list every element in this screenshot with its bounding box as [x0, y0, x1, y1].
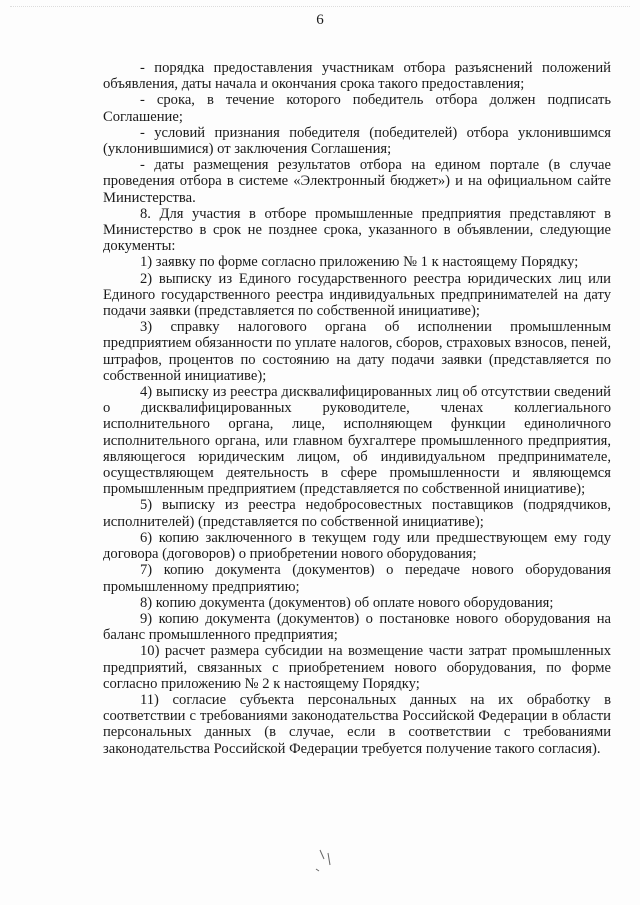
paragraph: - условий признания победителя (победителей) отбора уклонившимся (уклонившимися) от заключения Соглашения; — [103, 124, 611, 158]
paragraph: 8. Для участия в отборе промышленные предприятия представляют в Министерство в срок не позднее срока, указанного в объявлении, следующие документы: — [103, 205, 611, 255]
list-item: 1) заявку по форме согласно приложению № 1 к настоящему Порядку; — [140, 254, 579, 271]
list-item: 2) выписку из Единого государственного реестра юридических лиц или Единого государственного реестра индивидуальных предпринимателей на дату подачи заявки (представляется по собственной инициативе); — [103, 270, 611, 320]
paragraph: - порядка предоставления участникам отбора разъяснений положений объявления, даты начала и окончания срока такого предоставления; — [103, 60, 611, 93]
scan-artifact-line — [10, 6, 630, 11]
list-item: 6) копию заключенного в текущем году или предшествующем ему году договора (договоров) о приобретении нового оборудования; — [103, 529, 611, 563]
list-item: 9) копию документа (документов) о постановке нового оборудования на баланс промышленного предприятия; — [103, 610, 611, 644]
paragraph: - даты размещения результатов отбора на едином портале (в случае проведения отбора в системе «Электронный бюджет») и на официальном сайте Министерства. — [103, 157, 611, 206]
list-item: 10) расчет размера субсидии на возмещение части затрат промышленных предприятий, связанных с приобретением нового оборудования, по форме согласно приложению № 2 к настоящему Порядку; — [103, 643, 611, 692]
scan-mark-icon — [310, 845, 350, 875]
list-item: 8) копию документа (документов) об оплате нового оборудования; — [140, 594, 554, 611]
list-item: 4) выписку из реестра дисквалифицированных лиц об отсутствии сведений о дисквалифицированных руководителе, членах коллегиального исполнительного органа, лице, исполняющем функции единоличного исполнительного органа, или главном бухгалтере промышленного предприятия, являющегося юридическим лицом, об индивидуальном предпринимателе, осуществляющем деятельность в сфере промышленности и являющемся промышленным предприятием (представляется по собственной инициативе); — [103, 384, 611, 498]
paragraph: - срока, в течение которого победитель отбора должен подписать Соглашение; — [103, 92, 611, 125]
list-item: 5) выписку из реестра недобросовестных поставщиков (подрядчиков, исполнителей) (представляется по собственной инициативе); — [103, 497, 611, 530]
document-body — [103, 60, 611, 757]
list-item: 7) копию документа (документов) о передаче нового оборудования промышленному предприятию; — [103, 562, 611, 595]
list-item: 3) справку налогового органа об исполнении промышленным предприятием обязанности по уплате налогов, сборов, страховых взносов, пеней, штрафов, процентов по состоянию на дату подачи заявки (представляется по собственной инициативе); — [103, 319, 611, 384]
list-item: 11) согласие субъекта персональных данных на их обработку в соответствии с требованиями законодательства Российской Федерации в области персональных данных (в случае, если в соответствии с требованиями законодательства Российской Федерации требуется получение такого согласия). — [103, 691, 611, 757]
page-number: 6 — [316, 12, 324, 28]
